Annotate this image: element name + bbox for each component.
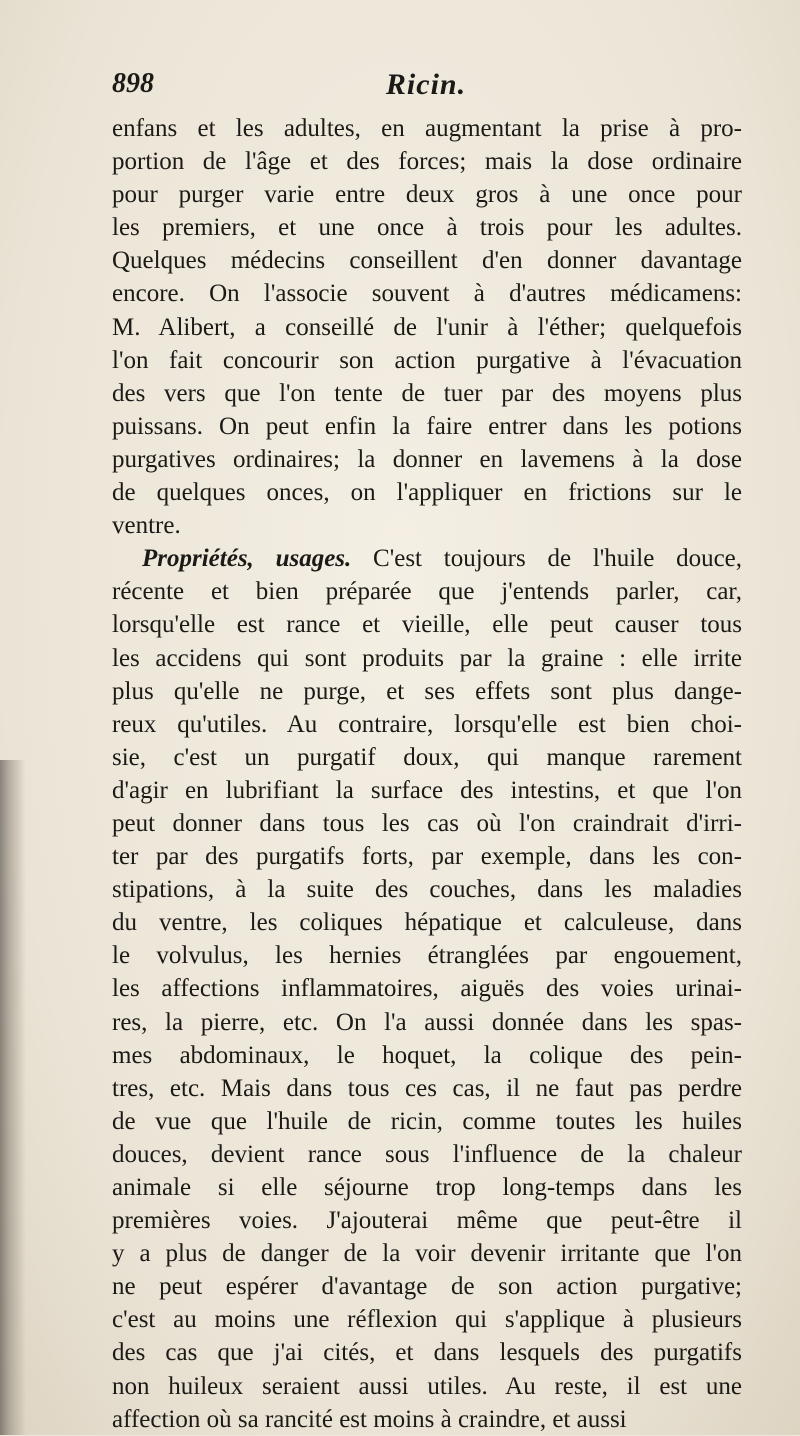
text-line: les affections inflammatoires, aiguës des voies urinai- [112,975,742,1003]
text-line: premières voies. J'ajouterai même que peut-être il [112,1207,742,1235]
text-line: mes abdominaux, le hoquet, la colique des pein- [112,1041,742,1069]
page-edge-shadow [0,760,26,1435]
text-line [112,542,742,575]
text-line: purgatives ordinaires; la donner en lavemens à la dose [112,445,742,473]
text-line: y a plus de danger de la voir devenir irritante que l'on [112,1240,742,1268]
body-text [112,112,742,1436]
text-line: le volvulus, les hernies étranglées par engouement, [112,942,742,970]
running-title: Ricin. [385,68,467,101]
text-line: ventre. [112,512,181,540]
text-line: les accidens qui sont produits par la graine : elle irrite [112,644,742,672]
text-line: de vue que l'huile de ricin, comme toutes les huiles [112,1107,742,1135]
text-line: stipations, à la suite des couches, dans les maladies [112,876,742,904]
text-line: ter par des purgatifs forts, par exemple, dans les con- [112,843,742,871]
paragraph-dosage [112,112,742,542]
text-line: plus qu'elle ne purge, et ses effets sont plus dange- [112,677,742,705]
page-header [112,68,740,108]
text-line: pour purger varie entre deux gros à une once pour [112,181,742,209]
text-line: c'est au moins une réflexion qui s'applique à plusieurs [112,1306,742,1334]
text-line: lorsqu'elle est rance et vieille, elle peut causer tous [112,611,742,639]
text-line: sie, c'est un purgatif doux, qui manque rarement [112,743,742,771]
text-line: tres, etc. Mais dans tous ces cas, il ne faut pas perdre [112,1074,742,1102]
text-line: d'agir en lubrifiant la surface des intestins, et que l'on [112,776,742,804]
text-line: portion de l'âge et des forces; mais la dose ordinaire [112,148,742,176]
text-line: du ventre, les coliques hépatique et calculeuse, dans [112,909,742,937]
text-line: enfans et les adultes, en augmentant la prise à pro- [112,115,742,142]
text-line: des cas que j'ai cités, et dans lesquels des purgatifs [112,1339,742,1367]
text-line: l'on fait concourir son action purgative à l'évacuation [112,346,742,374]
text-line: Quelques médecins conseillent d'en donner davantage [112,247,742,275]
text-line: les premiers, et une once à trois pour les adultes. [112,214,742,242]
text-line: ne peut espérer d'avantage de son action purgative; [112,1273,742,1301]
text-line: puissans. On peut enfin la faire entrer dans les potions [112,412,742,440]
lead-line-rest: C'est toujours de l'huile douce, [351,545,743,573]
text-line: récente et bien préparée que j'entends parler, car, [112,578,742,606]
text-line: reux qu'utiles. Au contraire, lorsqu'elle est bien choi- [112,710,742,738]
text-line: encore. On l'associe souvent à d'autres médicamens: [112,280,742,308]
text-line: res, la pierre, etc. On l'a aussi donnée dans les spas- [112,1008,742,1036]
paragraph-properties-usages [112,542,742,1436]
text-line: animale si elle séjourne trop long-temps dans les [112,1174,742,1201]
text-line: des vers que l'on tente de tuer par des moyens plus [112,379,742,407]
text-line: affection où sa rancité est moins à craindre, et aussi [112,1405,627,1433]
text-line: peut donner dans tous les cas où l'on craindrait d'irri- [112,809,742,837]
section-lead: Propriétés, usages. [142,545,352,573]
text-line: M. Alibert, a conseillé de l'unir à l'éther; quelquefois [112,313,742,341]
page-number: 898 [112,68,154,99]
text-line: non huileux seraient aussi utiles. Au reste, il est une [112,1372,742,1400]
text-line: douces, devient rance sous l'influence de la chaleur [112,1140,742,1168]
text-line: de quelques onces, on l'appliquer en frictions sur le [112,479,742,507]
